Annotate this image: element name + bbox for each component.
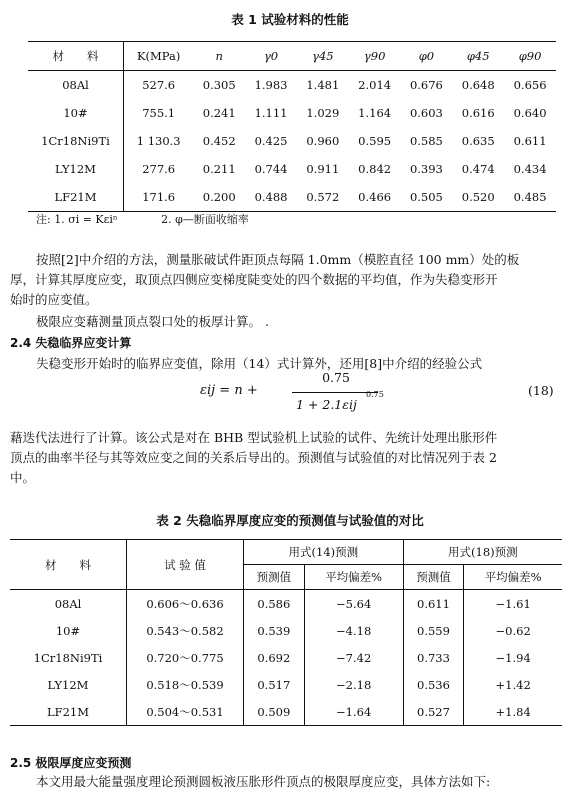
table2-header-test: 试 验 值 [127,540,244,590]
table-cell: 0.586 [244,590,305,618]
table-cell: 1.029 [306,106,340,120]
table-cell: 0.425 [254,134,288,148]
table-cell: −1.61 [464,590,562,618]
table-cell: 0.611 [403,590,464,618]
table-cell: −4.18 [304,617,403,644]
table1 [28,41,556,212]
table-cell: 0.485 [513,190,547,204]
equation-number: (18) [528,383,554,398]
table-cell: 0.572 [306,190,340,204]
table-cell: 0.241 [202,106,236,120]
table-cell: 277.6 [142,162,176,176]
table-cell: −2.18 [304,671,403,698]
table-row [28,155,556,183]
table-cell: 08Al [10,590,127,618]
table-cell: 0.842 [358,162,392,176]
table-row [28,183,556,212]
table-cell: 0.733 [403,644,464,671]
table1-note: 注: 1. σi = Kεiⁿ [36,213,118,226]
table-cell: −1.64 [304,698,403,726]
table-cell: 0.656 [513,78,547,92]
table-cell: 0.504～0.531 [127,698,244,726]
table-row [10,698,562,726]
table1-header-cell: γ90 [349,42,401,71]
table-row [10,590,562,618]
table-cell: 1Cr18Ni9Ti [10,644,127,671]
table-row [28,71,556,100]
table-cell: 0.616 [461,106,495,120]
equation-denominator: 1 + 2.1εij [296,397,357,412]
table2-subheader: 预测值 [244,565,305,590]
paragraph-line: 按照[2]中介绍的方法，测量胀破试件距顶点每隔 1.0mm（模腔直径 100 mm）处的板 [36,252,520,267]
table-cell: 0.640 [513,106,547,120]
paragraph-line: 始时的应变值。 [10,292,98,307]
table-row [28,127,556,155]
table-cell: 2.014 [358,78,392,92]
table-cell: 08Al [28,71,124,100]
table-cell: 0.466 [358,190,392,204]
paragraph-line: 藉迭代法进行了计算。该公式是对在 BHB 型试验机上试验的试件、先统计处理出胀形件 [10,430,498,445]
table1-header-cell: γ45 [297,42,349,71]
table-cell: 0.509 [244,698,305,726]
table-cell: 0.559 [403,617,464,644]
table-cell: 0.543～0.582 [127,617,244,644]
table2-header-row [10,540,562,565]
table2-header-group: 用式(18)预测 [403,540,562,565]
table-cell: 171.6 [142,190,176,204]
table-cell: 0.520 [461,190,495,204]
table-cell: 0.635 [461,134,495,148]
table-cell: 0.393 [409,162,443,176]
table-cell: 0.474 [461,162,495,176]
table-cell: 0.305 [202,78,236,92]
table-row [28,99,556,127]
table-cell: 1Cr18Ni9Ti [28,127,124,155]
table-row [10,644,562,671]
table-cell: 1.111 [254,106,288,120]
table-cell: 0.488 [254,190,288,204]
table2-subheader: 平均偏差% [304,565,403,590]
table-cell: 0.200 [202,190,236,204]
table-cell: 0.720～0.775 [127,644,244,671]
table1-header-cell: φ0 [401,42,453,71]
table-cell: 0.539 [244,617,305,644]
table1-header-row [28,42,556,71]
table-cell: 0.452 [202,134,236,148]
table-cell: 0.211 [202,162,236,176]
table-cell: 1.983 [254,78,288,92]
table2-caption: 表 2 失稳临界厚度应变的预测值与试验值的对比 [156,513,424,528]
table-cell: 1.481 [306,78,340,92]
paragraph-line: 顶点的曲率半径与其等效应变之间的关系后导出的。预测值与试验值的对比情况列于表 2 [10,450,497,465]
table-cell: 0.603 [409,106,443,120]
table-cell: 0.527 [403,698,464,726]
paragraph-line: 厚，计算其厚度应变，取顶点四侧应变梯度陡变处的四个数据的平均值，作为失稳变形开 [10,272,498,287]
table-cell: +1.42 [464,671,562,698]
table-cell: 0.676 [409,78,443,92]
table-cell: −7.42 [304,644,403,671]
table-cell: −5.64 [304,590,403,618]
table1-header-cell: γ0 [245,42,297,71]
table-cell: 0.595 [358,134,392,148]
table-row [10,617,562,644]
table1-notes [36,211,289,227]
table-cell: −0.62 [464,617,562,644]
paragraph-line: 中。 [10,470,36,485]
table-cell: 1 130.3 [136,134,181,148]
equation-18 [200,372,400,422]
table1-header-cell: φ90 [504,42,556,71]
table-cell: 0.585 [409,134,443,148]
table-cell: 0.960 [306,134,340,148]
table-cell: 0.606～0.636 [127,590,244,618]
table-cell: 0.517 [244,671,305,698]
table-cell: 0.518～0.539 [127,671,244,698]
paragraph-line: 本文用最大能量强度理论预测圆板液压胀形件顶点的极限厚度应变，具体方法如下: [36,774,491,789]
table-row [10,671,562,698]
table-cell: LY12M [28,155,124,183]
table-cell: 0.648 [461,78,495,92]
equation-lhs: εij = n + [200,383,258,398]
table1-header-cell: φ45 [452,42,504,71]
paragraph-line: 失稳变形开始时的临界应变值，除用（14）式计算外，还用[8]中介绍的经验公式 [36,356,483,371]
table2-header-group: 用式(14)预测 [244,540,404,565]
table1-note: 2. φ—断面收缩率 [161,213,249,226]
table2-subheader: 平均偏差% [464,565,562,590]
section-heading-2-5: 2.5 极限厚度应变预测 [10,756,132,770]
table-cell: 10# [28,99,124,127]
table-cell: −1.94 [464,644,562,671]
table2-header-material: 材 料 [10,540,127,590]
table-cell: 0.505 [409,190,443,204]
table1-caption: 表 1 试验材料的性能 [231,12,349,27]
table-cell: 0.434 [513,162,547,176]
table1-header-cell: K(MPa) [124,42,194,71]
table-cell: LY12M [10,671,127,698]
paragraph-line: 极限应变藉测量顶点裂口处的板厚计算。 . [36,314,269,329]
section-heading-2-4: 2.4 失稳临界应变计算 [10,336,132,350]
table-cell: +1.84 [464,698,562,726]
table-cell: 0.692 [244,644,305,671]
table2 [10,539,562,726]
table-cell: 1.164 [358,106,392,120]
table-cell: 0.911 [306,162,340,176]
table2-subheader: 预测值 [403,565,464,590]
table-cell: 0.611 [513,134,547,148]
equation-numerator: 0.75 [322,370,350,385]
table-cell: LF21M [10,698,127,726]
table-cell: LF21M [28,183,124,212]
table-cell: 0.744 [254,162,288,176]
table1-header-cell: n [193,42,245,71]
table-cell: 0.536 [403,671,464,698]
table1-header-cell: 材 料 [28,42,124,71]
table-cell: 527.6 [142,78,176,92]
table-cell: 755.1 [142,106,176,120]
equation-exponent: 0.75 [366,390,384,399]
table-cell: 10# [10,617,127,644]
